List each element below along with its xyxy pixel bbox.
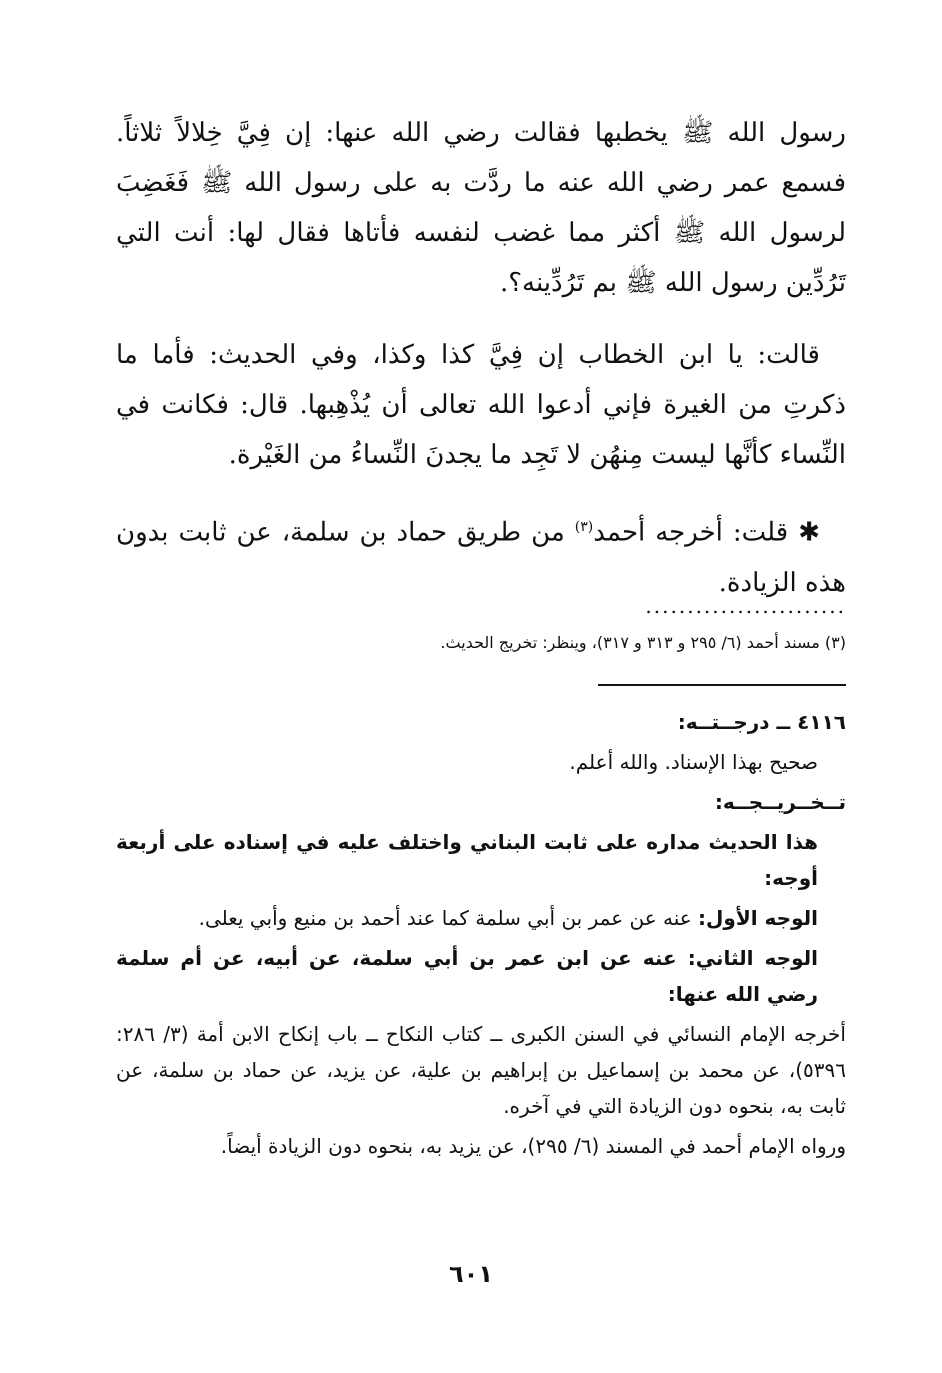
- first-aspect-label: الوجه الأول:: [698, 906, 818, 930]
- ahmad-paragraph: ورواه الإمام أحمد في المسند (٦/ ٢٩٥)، عن يزيد به، بنحوه دون الزيادة أيضاً.: [220, 1134, 846, 1158]
- main-text: [116, 108, 846, 630]
- paragraph-3: [116, 502, 846, 608]
- footnote-reference: (٣): [574, 519, 594, 535]
- takhrij-section: [116, 704, 846, 1168]
- nasai-paragraph: أخرجه الإمام النسائي في السنن الكبرى ــ كتاب النكاح ــ باب إنكاح الابن أمة (٣/ ٢٨٦: ٥٣٩٦)، عن محمد بن إسماعيل بن إبراهيم بن علية، عن يزيد، عن حماد بن سلمة، عن ثابت به، بنحوه دون الزيادة التي في آخره.: [116, 1022, 846, 1118]
- page-number: ٦٠١: [449, 1260, 493, 1288]
- second-aspect-text: عنه عن ابن عمر بن أبي سلمة، عن أبيه، عن أم سلمة رضي الله عنها:: [116, 946, 818, 1006]
- paragraph-3-start: ✱ قلت: أخرجه أحمد: [593, 517, 820, 548]
- first-aspect: [116, 900, 846, 936]
- first-aspect-text: عنه عن عمر بن أبي سلمة كما عند أحمد بن منيع وأبي يعلى.: [198, 906, 699, 930]
- footnote: (٣) مسند أحمد (٦/ ٢٩٥ و ٣١٣ و ٣١٧)، وينظر: تخريج الحديث.: [440, 633, 846, 652]
- paragraph-1: رسول الله ﷺ يخطبها فقالت رضي الله عنها: إن فِيَّ خِلالاً ثلاثاً. فسمع عمر رضي الله عنه ما ردَّت به على رسول الله ﷺ فَغَضِبَ لرسول الله ﷺ أكثر مما غضب لنفسه فأتاها فقال لها: أنت التي تَرُدِّين رسول الله ﷺ بم تَرُدِّينه؟.: [116, 118, 846, 298]
- footnote-separator: ........................: [645, 594, 846, 618]
- second-aspect: [116, 940, 846, 1012]
- grade-heading: ٤١١٦ ــ درجــتــه:: [677, 710, 846, 734]
- takhrij-intro: هذا الحديث مداره على ثابت البناني واختلف عليه في إسناده على أربعة أوجه:: [116, 830, 818, 890]
- paragraph-2: قالت: يا ابن الخطاب إن فِيَّ كذا وكذا، وفي الحديث: فأما ما ذكرتِ من الغيرة فإني أدعوا الله تعالى أن يُذْهِبها. قال: فكانت في النِّساء كأنَّها ليست مِنهُن لا تَجِد ما يجدنَ النِّساءُ من الغَيْرة.: [116, 340, 846, 470]
- section-divider: [598, 684, 846, 686]
- second-aspect-label: الوجه الثاني:: [687, 946, 818, 970]
- grade-text: صحيح بهذا الإسناد. والله أعلم.: [569, 750, 818, 774]
- takhrij-heading: تــخــريــجــه:: [714, 790, 846, 814]
- paragraph-3-end: من طريق حماد بن سلمة، عن ثابت بدون هذه الزيادة.: [116, 517, 846, 598]
